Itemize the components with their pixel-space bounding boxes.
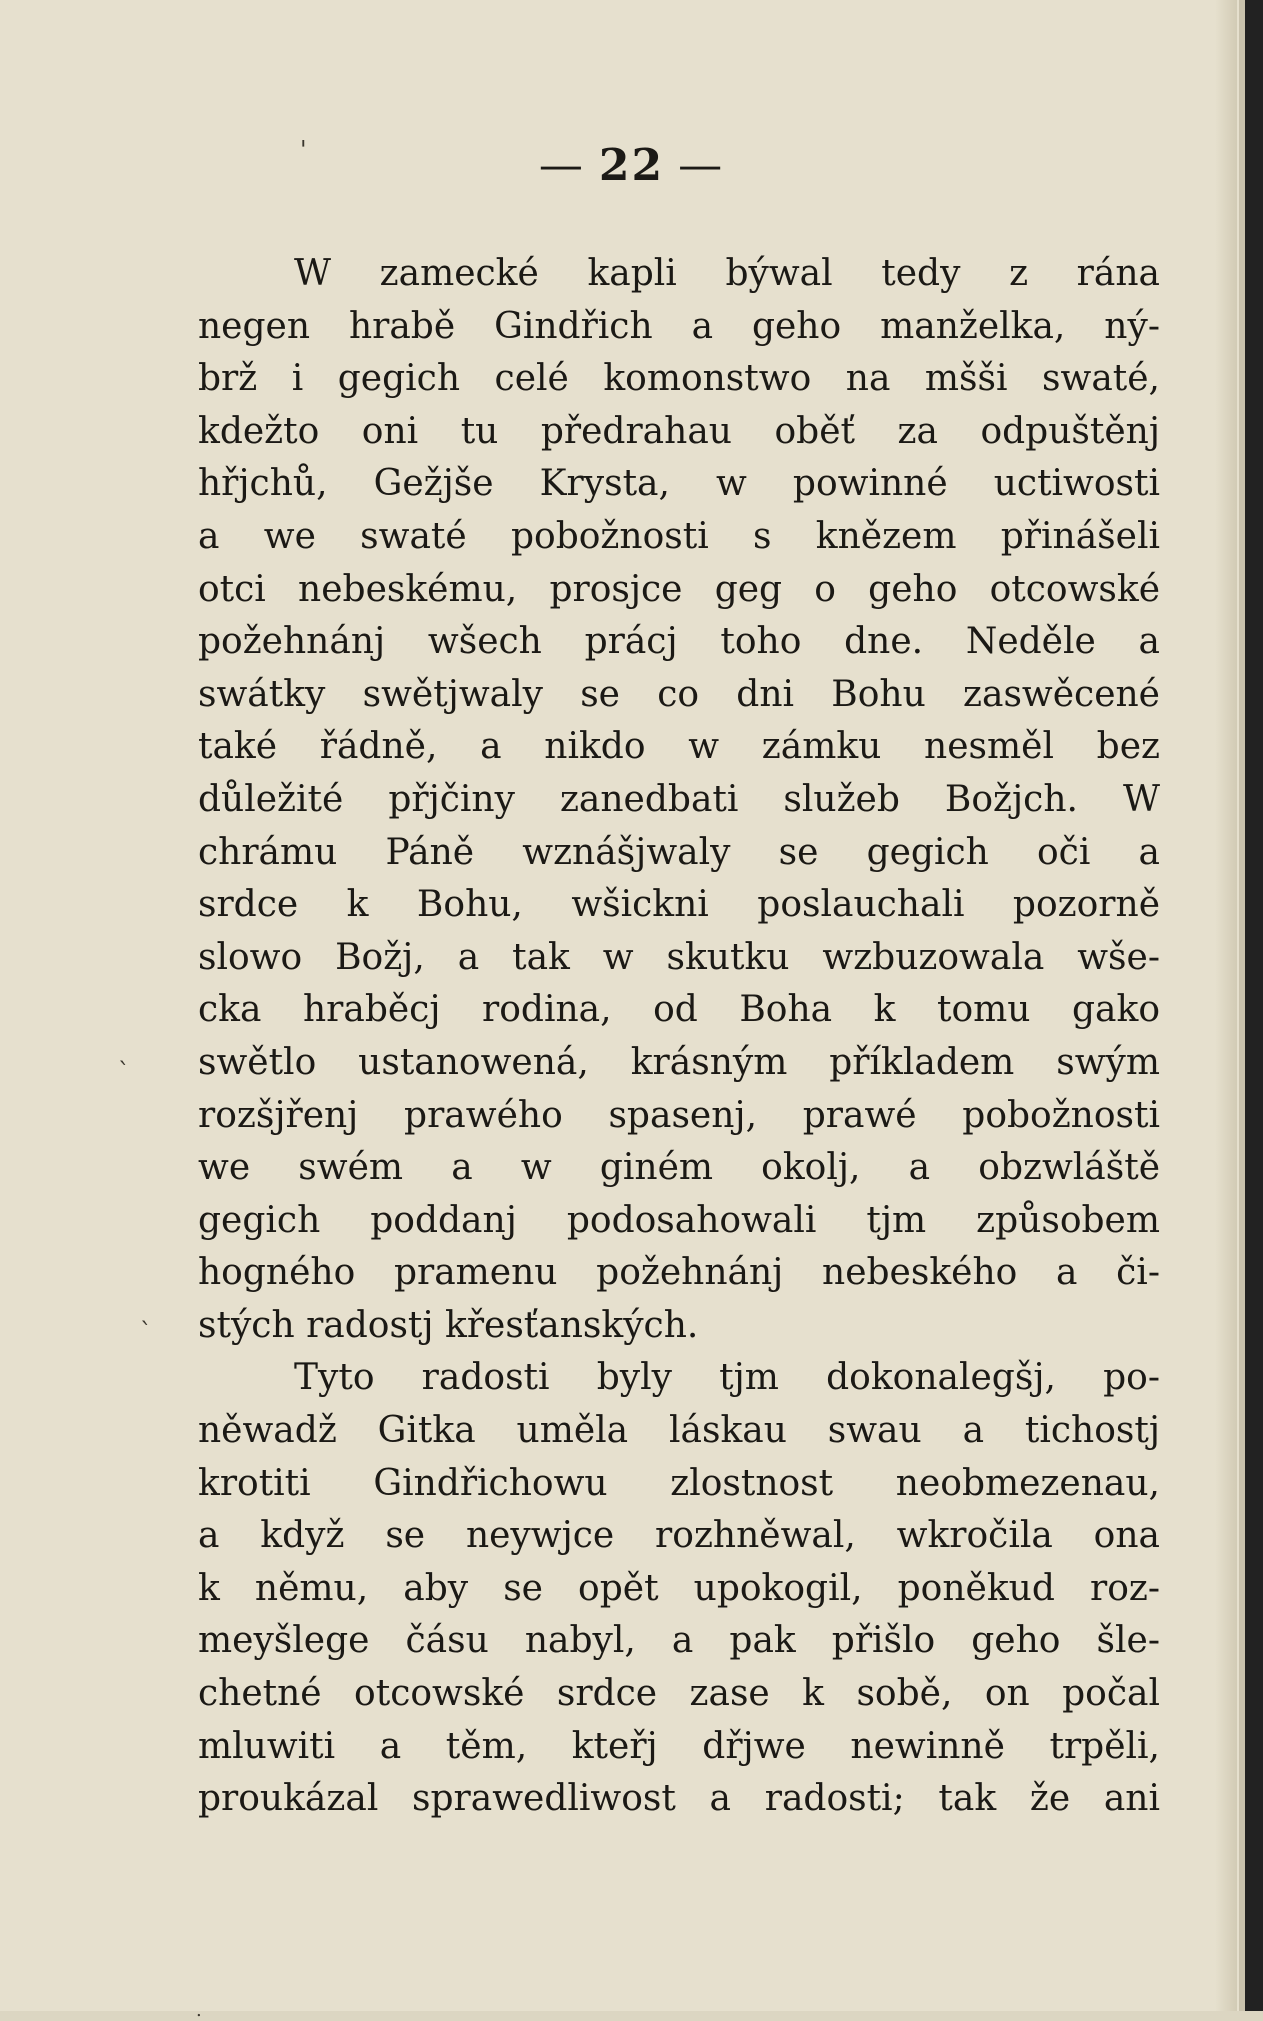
text-line: chrámu Páně wznášjwaly se gegich oči a bbox=[198, 831, 1160, 873]
text-line: kdežto oni tu předrahau oběť za odpuštěnj bbox=[198, 410, 1160, 452]
header-dash-left: — bbox=[538, 140, 585, 191]
text-line: W zamecké kapli býwal tedy z rána bbox=[294, 253, 1160, 294]
text-line: brž i gegich celé komonstwo na mšši swaté, bbox=[198, 358, 1160, 400]
text-line: swětlo ustanowená, krásným příkladem swým bbox=[198, 1041, 1160, 1083]
text-line: hřjchů, Gežjše Krysta, w powinné uctiwosti bbox=[198, 463, 1160, 505]
text-line: rozšjřenj prawého spasenj, prawé pobožnosti bbox=[198, 1094, 1160, 1136]
text-line: meyšlege čásu nabyl, a pak přišlo geho šle- bbox=[198, 1620, 1160, 1662]
speck-mark: ' bbox=[300, 136, 307, 164]
text-line: we swém a w giném okolj, a obzwláště bbox=[198, 1147, 1160, 1189]
text-line: požehnánj wšech prácj toho dne. Neděle a bbox=[198, 621, 1160, 663]
text-line: cka hraběcj rodina, od Boha k tomu gako bbox=[198, 989, 1160, 1031]
text-line: a když se neywjce rozhněwal, wkročila ona bbox=[198, 1515, 1160, 1557]
text-line: a we swaté pobožnosti s knězem přinášeli bbox=[198, 515, 1160, 557]
text-line: slowo Božj, a tak w skutku wzbuzowala wše- bbox=[198, 936, 1160, 978]
text-line: krotiti Gindřichowu zlostnost neobmezenau, bbox=[198, 1462, 1160, 1504]
page-header bbox=[0, 140, 1263, 191]
text-line: důležité přjčiny zanedbati služeb Božjch. W bbox=[198, 778, 1160, 820]
speck-mark: ` bbox=[118, 1058, 130, 1086]
text-line: také řádně, a nikdo w zámku nesměl bez bbox=[198, 726, 1160, 768]
text-line: mluwiti a těm, kteřj dřjwe newinně trpěli, bbox=[198, 1725, 1160, 1767]
text-line: negen hrabě Gindřich a geho manželka, ný- bbox=[198, 305, 1160, 347]
speck-mark: ` bbox=[140, 1318, 152, 1346]
text-line: Tyto radosti byly tjm dokonalegšj, po- bbox=[294, 1357, 1160, 1399]
speck-mark: . bbox=[196, 2000, 202, 2021]
header-dash-right: — bbox=[678, 140, 725, 191]
page-fold-shadow bbox=[1215, 0, 1237, 2011]
text-line: chetné otcowské srdce zase k sobě, on počal bbox=[198, 1673, 1160, 1715]
text-line: hogného pramenu požehnánj nebeského a či- bbox=[198, 1252, 1160, 1294]
text-line: proukázal sprawedliwost a radosti; tak že ani bbox=[198, 1778, 1160, 1820]
text-line: otci nebeskému, prosjce geg o geho otcowské bbox=[198, 568, 1160, 610]
text-line: swátky swětjwaly se co dni Bohu zaswěcené bbox=[198, 673, 1160, 715]
body-text bbox=[198, 248, 1160, 1826]
scan-edge bbox=[1239, 0, 1263, 2011]
page-number: 22 bbox=[598, 140, 665, 191]
text-line: stých radostj křesťanských. bbox=[198, 1304, 699, 1346]
text-line: k němu, aby se opět upokogil, poněkud roz- bbox=[198, 1567, 1160, 1609]
text-line: gegich poddanj podosahowali tjm způsobem bbox=[198, 1199, 1160, 1241]
text-line: srdce k Bohu, wšickni poslauchali pozorně bbox=[198, 884, 1160, 926]
text-line: něwadž Gitka uměla láskau swau a tichostj bbox=[198, 1410, 1160, 1452]
